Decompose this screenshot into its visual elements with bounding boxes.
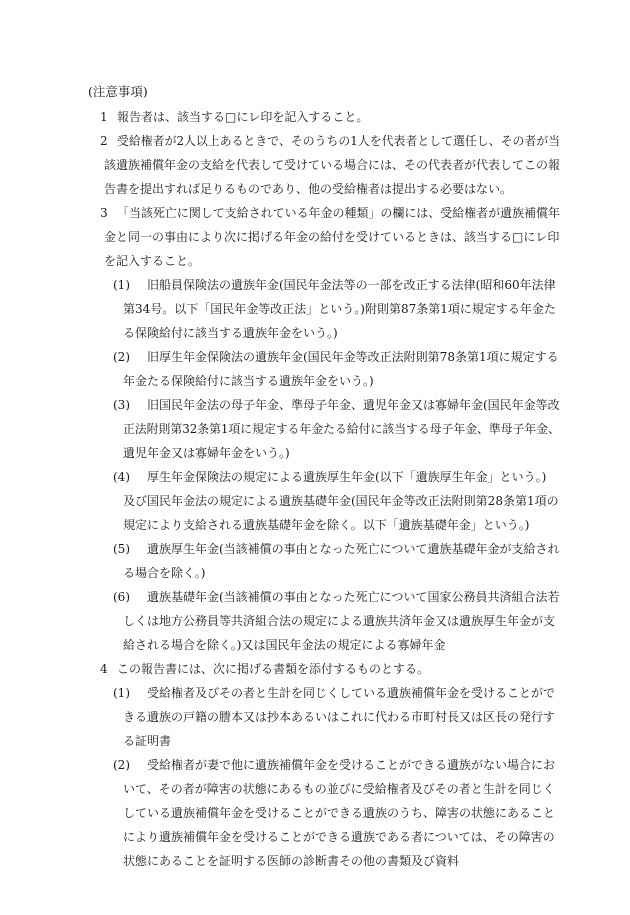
item-3-sub-3-number: (3) <box>113 398 130 412</box>
item-3-sub-1-number: (1) <box>113 278 130 292</box>
item-3-sub-5-number: (5) <box>113 542 130 556</box>
item-3-sub-4-line-2: 及び国民年金法の規定による遺族基礎年金(国民年金等改正法附則第28条第1項の <box>123 494 559 508</box>
item-3-sub-4-number: (4) <box>113 470 130 484</box>
item-4-sub-2-line-3: している遺族補償年金を受けることができる遺族のうち、障害の状態にあること <box>123 806 556 820</box>
item-3-sub-1-line-1: 旧船員保険法の遺族年金(国民年金法等の一部を改正する法律(昭和60年法律 <box>147 278 556 292</box>
item-3-sub-5-line-1: 遺族厚生年金(当該補償の事由となった死亡について遺族基礎年金が支給され <box>147 542 560 556</box>
item-1-number: 1 <box>100 110 108 124</box>
item-2-line-1: 受給権者が2人以上あるときで、そのうちの1人を代表者として選任し、その者が当 <box>117 134 561 148</box>
item-3-number: 3 <box>100 206 108 220</box>
item-4-sub-2-line-1: 受給権者が妻で他に遺族補償年金を受けることができる遺族がない場合にお <box>147 758 556 772</box>
item-3-sub-5-line-2: る場合を除く。) <box>123 566 206 580</box>
notes-heading: (注意事項) <box>88 84 148 99</box>
item-3-sub-2-line-1: 旧厚生年金保険法の遺族年金(国民年金等改正法附則第78条第1項に規定する <box>147 350 559 364</box>
item-4-sub-1-line-2: きる遺族の戸籍の謄本又は抄本あるいはこれに代わる市町村長又は区長の発行す <box>123 710 556 724</box>
item-2-line-3: 告書を提出すれば足りるものであり、他の受給権者は提出する必要はない。 <box>104 182 513 196</box>
item-3-sub-3-line-2: 正法附則第32条第1項に規定する年金たる給付に該当する母子年金、準母子年金、 <box>123 422 560 436</box>
item-3-sub-3-line-3: 遺児年金又は寡婦年金をいう。) <box>123 446 290 460</box>
item-4-number: 4 <box>100 662 108 676</box>
item-3-sub-6-line-2: しくは地方公務員等共済組合法の規定による遺族共済年金又は遺族厚生年金が支 <box>123 614 556 628</box>
item-3-sub-2-number: (2) <box>113 350 130 364</box>
item-3-sub-1-line-2: 第34号。以下「国民年金等改正法」という。)附則第87条第1項に規定する年金た <box>123 302 556 316</box>
item-4-sub-1-number: (1) <box>113 686 130 700</box>
item-3-sub-6-line-1: 遺族基礎年金(当該補償の事由となった死亡について国家公務員共済組合法若 <box>147 590 560 604</box>
item-4-sub-2-line-4: により遺族補償年金を受けることができる遺族である者については、その障害の <box>123 830 555 844</box>
item-3-sub-4-line-1: 厚生年金保険法の規定による遺族厚生年金(以下「遺族厚生年金」という。) <box>147 470 547 484</box>
item-3-sub-3-line-1: 旧国民年金法の母子年金、準母子年金、遺児年金又は寡婦年金(国民年金等改 <box>147 398 560 412</box>
item-4-sub-1-line-1: 受給権者及びその者と生計を同じくしている遺族補償年金を受けることがで <box>147 686 556 700</box>
item-3-line-3: を記入すること。 <box>104 254 201 268</box>
item-3-sub-6-line-3: 給される場合を除く。)又は国民年金法の規定による寡婦年金 <box>123 638 446 652</box>
item-2-number: 2 <box>100 134 108 148</box>
item-3-line-2: 金と同一の事由により次に掲げる年金の給付を受けているときは、該当する□にレ印 <box>104 230 560 244</box>
item-4-sub-2-number: (2) <box>113 758 130 772</box>
item-4-sub-2-line-2: いて、その者が障害の状態にあるもの並びに受給権者及びその者と生計を同じく <box>123 782 555 796</box>
item-1-line-1: 報告者は、該当する□にレ印を記入すること。 <box>117 110 369 124</box>
item-3-sub-2-line-2: 年金たる保険給付に該当する遺族年金をいう。) <box>123 374 374 388</box>
item-4-sub-1-line-3: る証明書 <box>123 734 172 748</box>
item-3-sub-4-line-3: 規定により支給される遺族基礎年金を除く。以下「遺族基礎年金」という。) <box>123 518 530 532</box>
item-4-sub-2-line-5: 状態にあることを証明する医師の診断書その他の書類及び資料 <box>123 854 460 868</box>
item-2-line-2: 該遺族補償年金の支給を代表して受けている場合には、その代表者が代表してこの報 <box>104 158 561 172</box>
item-4-line-1: この報告書には、次に掲げる書類を添付するものとする。 <box>117 662 430 676</box>
item-3-sub-6-number: (6) <box>113 590 130 604</box>
item-3-line-1: 「当該死亡に関して支給されている年金の種類」の欄には、受給権者が遺族補償年 <box>117 206 560 220</box>
item-3-sub-1-line-3: る保険給付に該当する遺族年金をいう。) <box>123 326 338 340</box>
